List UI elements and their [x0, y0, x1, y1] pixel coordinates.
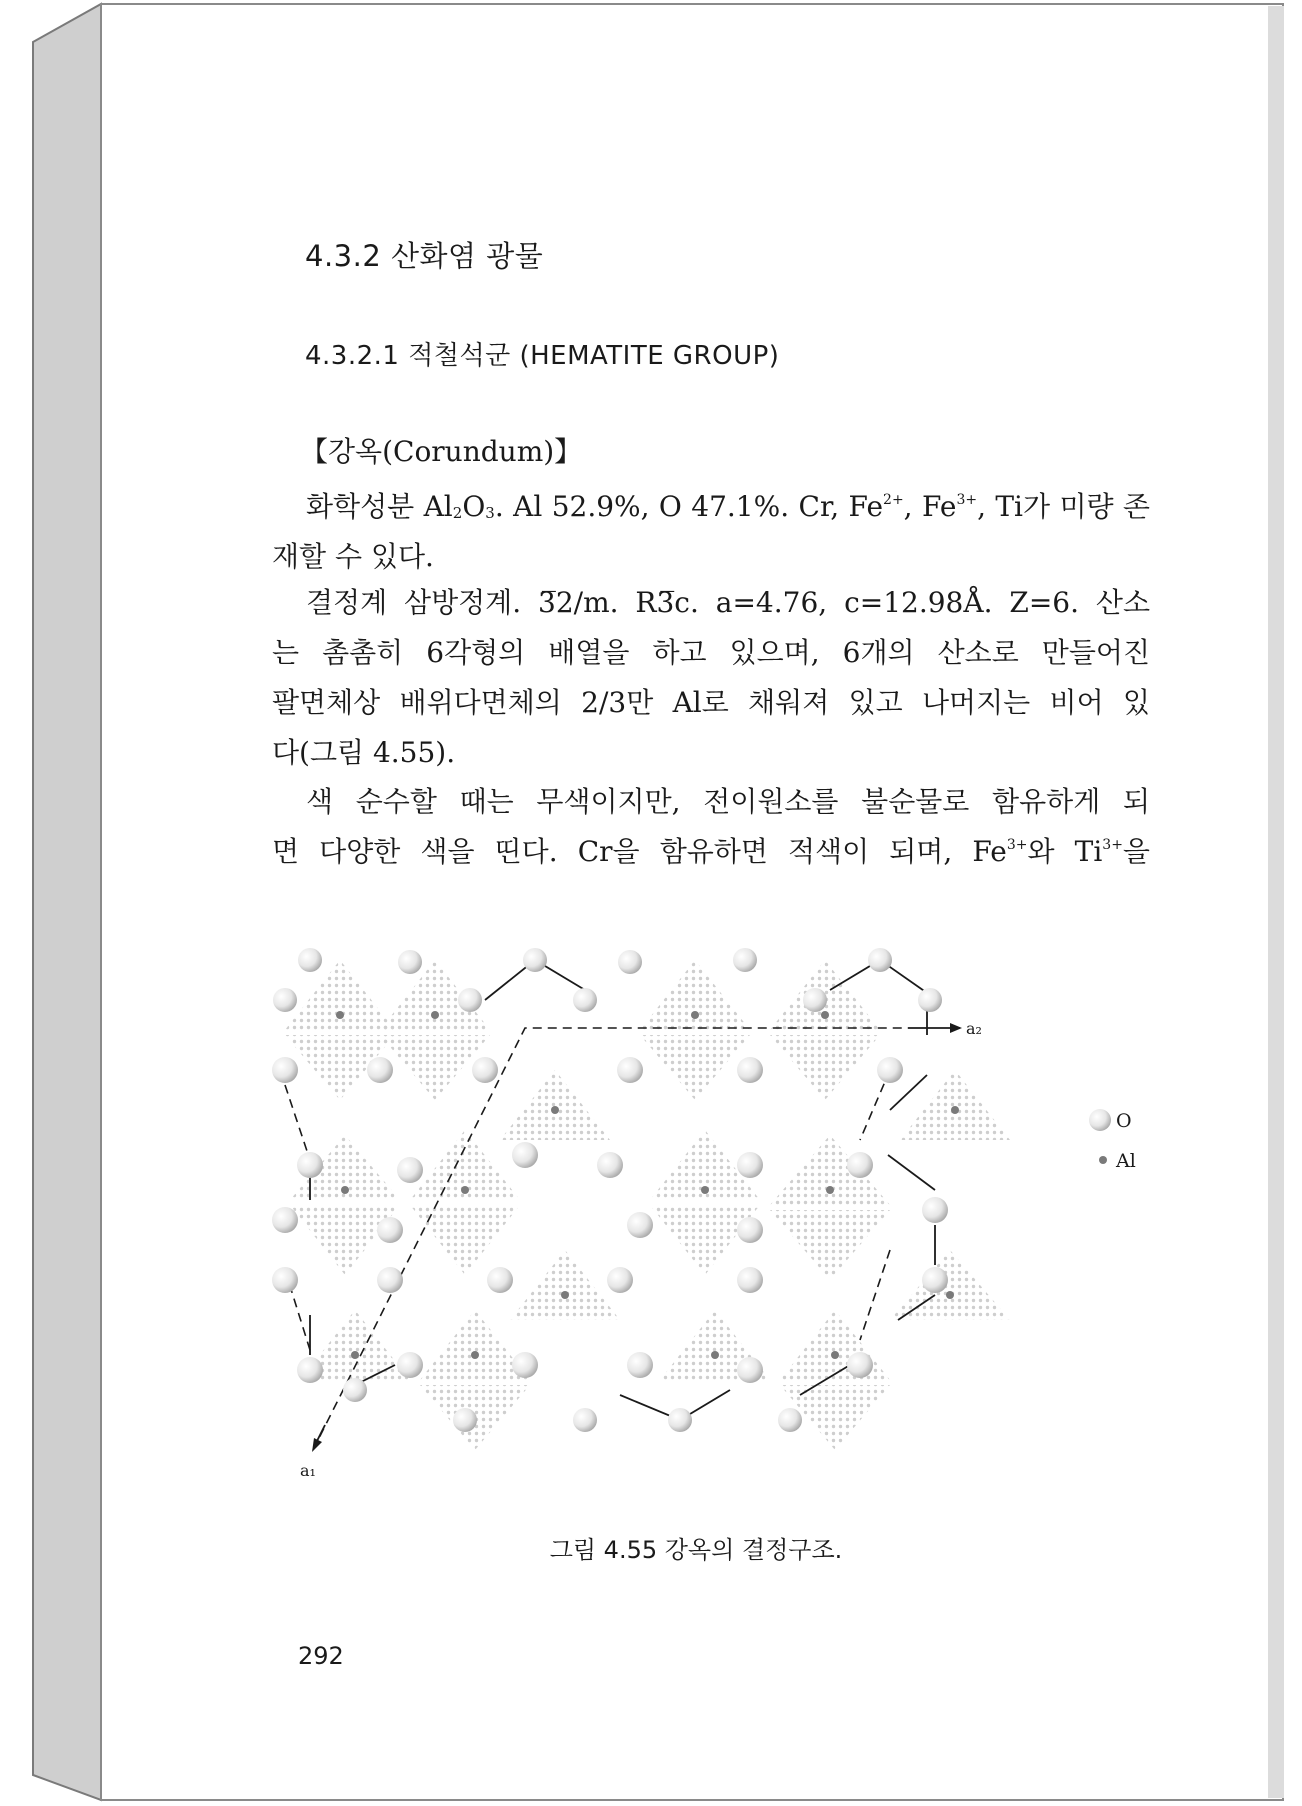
- paragraph-crystal-system: [272, 578, 1150, 778]
- section-heading: 4.3.2 산화염 광물: [305, 239, 544, 273]
- text-line: 화학성분 $Al_2O_3$. Al 52.9%, O 47.1%. Cr, $Fe^{2+}$, $Fe^{3+}$, Ti가 미량 존: [306, 490, 1150, 523]
- text-line: 는 촘촘히 6각형의 배열을 하고 있으며, 6개의 산소로 만들어진: [272, 636, 1150, 669]
- mineral-title: 【강옥(Corundum)】: [300, 435, 583, 468]
- legend-aluminum-label: Al: [1116, 1150, 1136, 1172]
- text-line: 다(그림 4.55).: [272, 736, 456, 769]
- axis-a1: [300, 1425, 325, 1480]
- text-line: 결정계 삼방정계. 3̅2/m. R3̅c. a=4.76, c=12.98Å. Z=6. 산소: [306, 586, 1150, 619]
- axis-a2: [908, 1019, 982, 1038]
- crystal-structure-figure: [270, 940, 1170, 1500]
- legend-oxygen-symbol: [1089, 1109, 1111, 1131]
- text-line: 재할 수 있다.: [272, 540, 434, 573]
- figure-legend: [1089, 1109, 1136, 1172]
- axis-a2-label: a₂: [966, 1019, 982, 1038]
- legend-aluminum-symbol: [1099, 1156, 1107, 1164]
- octahedra-layer: [285, 960, 1010, 1450]
- subsection-heading: 4.3.2.1 적철석군 (HEMATITE GROUP): [305, 341, 780, 371]
- text-line: 면 다양한 색을 띤다. Cr을 함유하면 적색이 되며, $Fe^{3+}$와 $Ti^{3+}$을: [272, 835, 1150, 868]
- figure-caption: 그림 4.55 강옥의 결정구조.: [549, 1536, 843, 1564]
- axis-a1-label: a₁: [300, 1461, 316, 1480]
- paragraph-color: [272, 777, 1150, 877]
- page-number: 292: [298, 1642, 344, 1670]
- text-line: 색 순수할 때는 무색이지만, 전이원소를 불순물로 함유하게 되: [306, 785, 1150, 818]
- legend-oxygen-label: O: [1116, 1110, 1132, 1132]
- paragraph-composition: [272, 482, 1150, 582]
- text-line: 팔면체상 배위다면체의 2/3만 Al로 채워져 있고 나머지는 비어 있: [272, 686, 1150, 719]
